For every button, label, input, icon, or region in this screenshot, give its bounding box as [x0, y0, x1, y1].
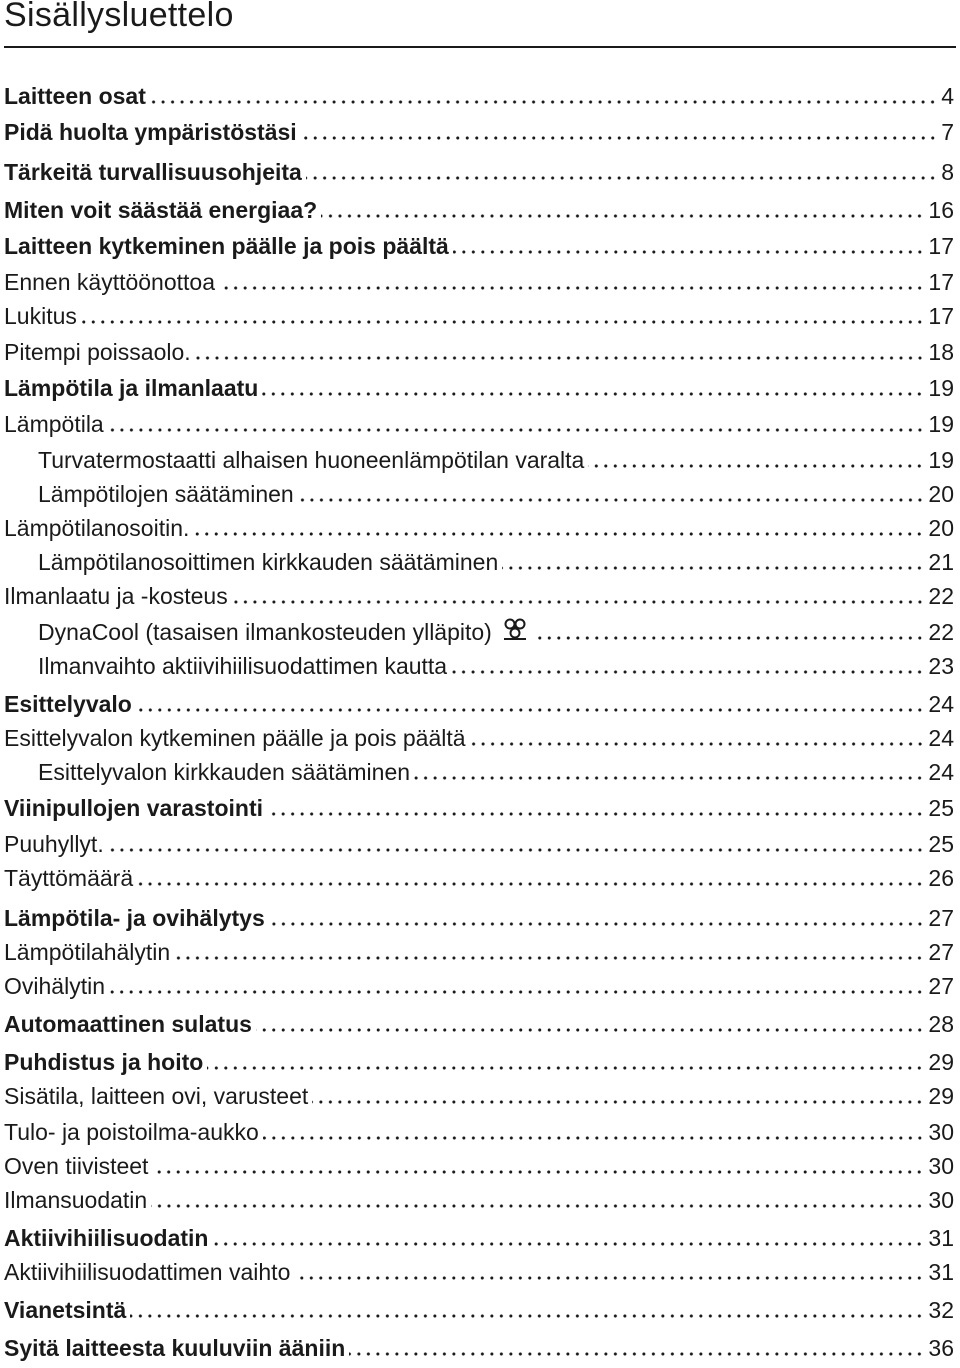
toc-entry[interactable]	[4, 512, 954, 544]
toc-leader-dots	[532, 636, 925, 640]
toc-leader-dots	[294, 1276, 924, 1280]
toc-page-number: 22	[928, 619, 954, 645]
toc-entry[interactable]	[4, 194, 954, 226]
toc-page-number: 17	[928, 269, 954, 295]
toc-entry[interactable]	[4, 828, 954, 860]
toc-page-number: 27	[928, 939, 954, 965]
toc-entry[interactable]	[4, 266, 954, 298]
toc-page-number: 28	[928, 1011, 954, 1037]
toc-entry-label: Esittelyvalon kirkkauden säätäminen	[38, 759, 411, 785]
toc-leader-dots	[150, 100, 937, 104]
toc-page-number: 31	[928, 1225, 954, 1251]
toc-page-number: 36	[928, 1335, 954, 1361]
toc-entry-label: Täyttömäärä	[4, 865, 134, 891]
toc-entry[interactable]	[4, 1046, 954, 1078]
toc-page-number: 27	[928, 905, 954, 931]
toc-entry[interactable]	[4, 1184, 954, 1216]
toc-entry[interactable]	[4, 1150, 954, 1182]
toc-leader-dots	[207, 1066, 924, 1070]
toc-leader-dots	[174, 956, 924, 960]
toc-page-number: 21	[928, 549, 954, 575]
toc-leader-dots	[301, 136, 938, 140]
toc-page-number: 19	[928, 447, 954, 473]
toc-leader-dots	[263, 1136, 925, 1140]
toc-page-number: 18	[928, 339, 954, 365]
toc-entry-label: Lämpötila	[4, 411, 104, 437]
toc-leader-dots	[151, 1204, 924, 1208]
toc-leader-dots	[349, 1352, 924, 1356]
toc-entry-label: Lämpötilanosoittimen kirkkauden säätäminen	[38, 549, 499, 575]
fan-icon	[502, 618, 528, 640]
toc-leader-dots	[451, 670, 924, 674]
toc-page-number: 24	[928, 725, 954, 751]
toc-page-number: 24	[928, 691, 954, 717]
toc-entry-label: Laitteen osat	[4, 83, 146, 109]
toc-leader-dots	[137, 882, 924, 886]
toc-entry-label: Miten voit säästää energiaa?	[4, 197, 318, 223]
toc-page-number: 7	[941, 119, 954, 145]
toc-page-number: 22	[928, 583, 954, 609]
toc-page-number: 4	[941, 83, 954, 109]
toc-entry-label: Ilmansuodatin	[4, 1187, 148, 1213]
toc-page-number: 16	[928, 197, 954, 223]
toc-page-number: 24	[928, 759, 954, 785]
toc-leader-dots	[109, 990, 924, 994]
toc-entry-label: Ilmanvaihto aktiivihiilisuodattimen kautta	[38, 653, 448, 679]
toc-entry[interactable]	[4, 116, 954, 148]
toc-entry-label: Puhdistus ja hoito	[4, 1049, 204, 1075]
toc-leader-dots	[470, 742, 925, 746]
toc-entry[interactable]	[4, 300, 954, 332]
toc-entry[interactable]	[4, 936, 954, 968]
toc-leader-dots	[108, 428, 925, 432]
toc-entry-label: Aktiivihiilisuodattimen vaihto	[4, 1259, 291, 1285]
toc-entry-label: Tärkeitä turvallisuusohjeita	[4, 159, 302, 185]
toc-entry[interactable]	[38, 444, 954, 476]
toc-leader-dots	[108, 848, 925, 852]
toc-entry-label: Syitä laitteesta kuuluviin ääniin	[4, 1335, 346, 1361]
toc-leader-dots	[306, 176, 937, 180]
toc-entry-label: Esittelyvalo	[4, 691, 132, 717]
toc-entry[interactable]	[4, 1080, 954, 1112]
toc-entry[interactable]	[4, 792, 954, 824]
toc-entry[interactable]	[4, 688, 954, 720]
toc-entry-label: Automaattinen sulatus	[4, 1011, 252, 1037]
toc-leader-dots	[321, 214, 924, 218]
toc-entry-label: Ilmanlaatu ja -kosteus	[4, 583, 228, 609]
toc-leader-dots	[298, 498, 925, 502]
toc-entry-label: Vianetsintä	[4, 1297, 127, 1323]
toc-entry[interactable]	[4, 372, 954, 404]
toc-entry[interactable]	[4, 80, 954, 112]
toc-entry-label: Aktiivihiilisuodatin	[4, 1225, 209, 1251]
toc-leader-dots	[453, 250, 925, 254]
toc-leader-dots	[81, 320, 925, 324]
toc-leader-dots	[262, 392, 924, 396]
toc-entry[interactable]	[4, 1008, 954, 1040]
toc-page-number: 30	[928, 1119, 954, 1145]
toc-entry-label: Esittelyvalon kytkeminen päälle ja pois päältä	[4, 725, 466, 751]
toc-page-number: 8	[941, 159, 954, 185]
toc-leader-dots	[219, 286, 924, 290]
toc-entry-label: DynaCool (tasaisen ilmankosteuden ylläpito)	[38, 619, 492, 645]
toc-entry-label: Ennen käyttöönottoa	[4, 269, 215, 295]
toc-entry-label: Puuhyllyt.	[4, 831, 104, 857]
toc-entry-label: Viinipullojen varastointi	[4, 795, 264, 821]
toc-page-number: 19	[928, 411, 954, 437]
toc-leader-dots	[195, 356, 925, 360]
toc-entry[interactable]	[4, 970, 954, 1002]
toc-entry-label: Turvatermostaatti alhaisen huoneenlämpötilan varalta	[38, 447, 585, 473]
toc-entry-label: Lämpötilojen säätäminen	[38, 481, 294, 507]
page-title: Sisällysluettelo	[4, 0, 234, 34]
toc-entry[interactable]	[38, 478, 954, 510]
toc-entry-label: Laitteen kytkeminen päälle ja pois päältä	[4, 233, 449, 259]
toc-page-number: 27	[928, 973, 954, 999]
toc-entry[interactable]	[4, 156, 954, 188]
toc-leader-dots	[130, 1314, 924, 1318]
toc-page-number: 30	[928, 1187, 954, 1213]
toc-entry-label: Lämpötila ja ilmanlaatu	[4, 375, 259, 401]
toc-leader-dots	[212, 1242, 924, 1246]
toc-leader-dots	[232, 600, 925, 604]
toc-entry-label: Tulo- ja poistoilma-aukko	[4, 1119, 259, 1145]
toc-page-number: 32	[928, 1297, 954, 1323]
toc-leader-dots	[588, 464, 924, 468]
toc-entry-label: Sisätila, laitteen ovi, varusteet	[4, 1083, 309, 1109]
toc-page-number: 20	[928, 515, 954, 541]
toc-leader-dots	[312, 1100, 924, 1104]
toc-entry[interactable]	[38, 756, 954, 788]
toc-leader-dots	[193, 532, 924, 536]
toc-page-number: 25	[928, 831, 954, 857]
toc-page-number: 20	[928, 481, 954, 507]
toc-entry-label: Pitempi poissaolo.	[4, 339, 191, 365]
toc-entry[interactable]	[38, 616, 954, 648]
toc-leader-dots	[414, 776, 924, 780]
toc-entry-label: Oven tiivisteet	[4, 1153, 149, 1179]
toc-entry[interactable]	[4, 1256, 954, 1288]
toc-page-number: 23	[928, 653, 954, 679]
toc-entry[interactable]	[4, 230, 954, 262]
toc-page-number: 19	[928, 375, 954, 401]
toc-entry[interactable]	[4, 862, 954, 894]
toc-entry-label: Lämpötilahälytin	[4, 939, 171, 965]
toc-entry[interactable]	[4, 580, 954, 612]
toc-entry-label: Lukitus	[4, 303, 77, 329]
toc-entry-label: Pidä huolta ympäristöstäsi	[4, 119, 297, 145]
toc-entry[interactable]	[4, 902, 954, 934]
toc-entry[interactable]	[4, 1294, 954, 1326]
toc-entry[interactable]	[4, 1116, 954, 1148]
toc-entry[interactable]	[4, 1332, 954, 1364]
toc-page-number: 17	[928, 233, 954, 259]
toc-leader-dots	[267, 812, 924, 816]
toc-page-number: 30	[928, 1153, 954, 1179]
toc-leader-dots	[136, 708, 925, 712]
toc-entry[interactable]	[4, 722, 954, 754]
toc-entry[interactable]	[4, 336, 954, 368]
toc-leader-dots	[256, 1028, 924, 1032]
toc-page-number: 31	[928, 1259, 954, 1285]
toc-entry[interactable]	[38, 546, 954, 578]
toc-entry-label: Ovihälytin	[4, 973, 105, 999]
toc-leader-dots	[269, 922, 925, 926]
toc-entry[interactable]	[38, 650, 954, 682]
toc-leader-dots	[152, 1170, 924, 1174]
toc-entry-label: Lämpötilanosoitin.	[4, 515, 190, 541]
toc-leader-dots	[502, 566, 924, 570]
toc-entry[interactable]	[4, 408, 954, 440]
toc-page-number: 26	[928, 865, 954, 891]
toc-page-number: 29	[928, 1083, 954, 1109]
toc-page-number: 25	[928, 795, 954, 821]
toc-entry-label: Lämpötila- ja ovihälytys	[4, 905, 265, 931]
toc-entry[interactable]	[4, 1222, 954, 1254]
toc-page-number: 17	[928, 303, 954, 329]
toc-page-number: 29	[928, 1049, 954, 1075]
